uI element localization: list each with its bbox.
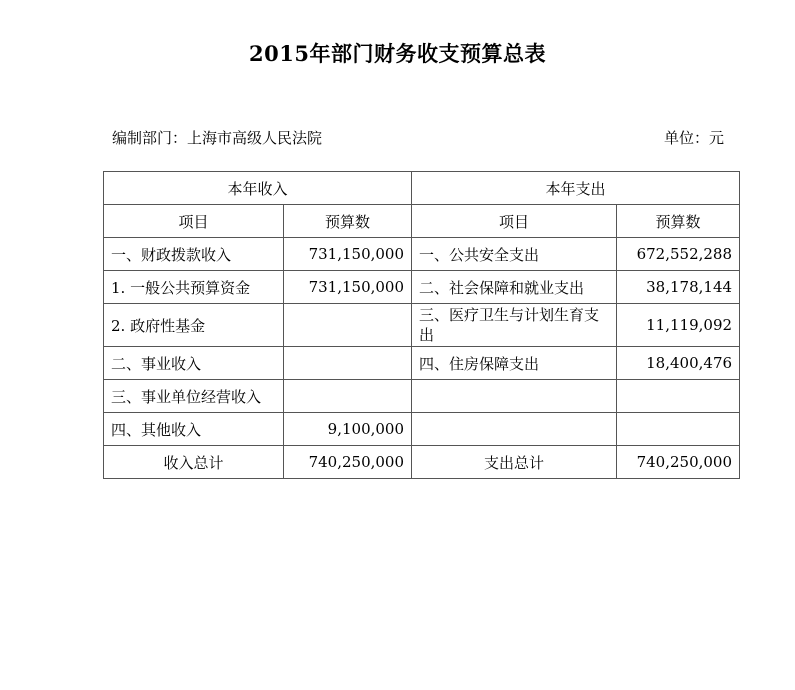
- income-amount: 731,150,000: [284, 271, 412, 304]
- budget-table: [103, 171, 740, 479]
- expense-item: 四、住房保障支出: [412, 347, 617, 380]
- table-row: [104, 380, 740, 413]
- income-total-label: 收入总计: [104, 446, 284, 479]
- expense-amount: 672,552,288: [617, 238, 740, 271]
- page-title: 2015年部门财务收支预算总表: [249, 41, 546, 66]
- income-group-header: 本年收入: [104, 172, 412, 205]
- department-label: 编制部门：上海市高级人民法院: [112, 129, 323, 147]
- column-header-row: [104, 205, 740, 238]
- income-item: 二、事业收入: [104, 347, 284, 380]
- income-item: 2. 政府性基金: [104, 304, 284, 347]
- income-item-header: 项目: [104, 205, 284, 238]
- expense-amount: 11,119,092: [617, 304, 740, 347]
- income-amount: 731,150,000: [284, 238, 412, 271]
- income-amount: [284, 347, 412, 380]
- table-row: [104, 271, 740, 304]
- expense-amount: 18,400,476: [617, 347, 740, 380]
- income-amount: [284, 380, 412, 413]
- expense-budget-header: 预算数: [617, 205, 740, 238]
- group-header-row: [104, 172, 740, 205]
- expense-item: 二、社会保障和就业支出: [412, 271, 617, 304]
- income-item: 1. 一般公共预算资金: [104, 271, 284, 304]
- expense-total-amount: 740,250,000: [617, 446, 740, 479]
- table-row: [104, 304, 740, 347]
- expense-amount: [617, 413, 740, 446]
- expense-group-header: 本年支出: [412, 172, 740, 205]
- expense-amount: [617, 380, 740, 413]
- table-row: [104, 347, 740, 380]
- table-row: [104, 238, 740, 271]
- table-row: [104, 413, 740, 446]
- income-amount: 9,100,000: [284, 413, 412, 446]
- income-budget-header: 预算数: [284, 205, 412, 238]
- expense-item: 三、医疗卫生与计划生育支出: [412, 304, 617, 347]
- total-row: [104, 446, 740, 479]
- income-amount: [284, 304, 412, 347]
- expense-item: 一、公共安全支出: [412, 238, 617, 271]
- income-item: 三、事业单位经营收入: [104, 380, 284, 413]
- expense-item: [412, 380, 617, 413]
- expense-item-header: 项目: [412, 205, 617, 238]
- expense-total-label: 支出总计: [412, 446, 617, 479]
- expense-amount: 38,178,144: [617, 271, 740, 304]
- income-item: 一、财政拨款收入: [104, 238, 284, 271]
- income-item: 四、其他收入: [104, 413, 284, 446]
- income-total-amount: 740,250,000: [284, 446, 412, 479]
- expense-item: [412, 413, 617, 446]
- currency-unit-label: 单位：元: [664, 129, 725, 147]
